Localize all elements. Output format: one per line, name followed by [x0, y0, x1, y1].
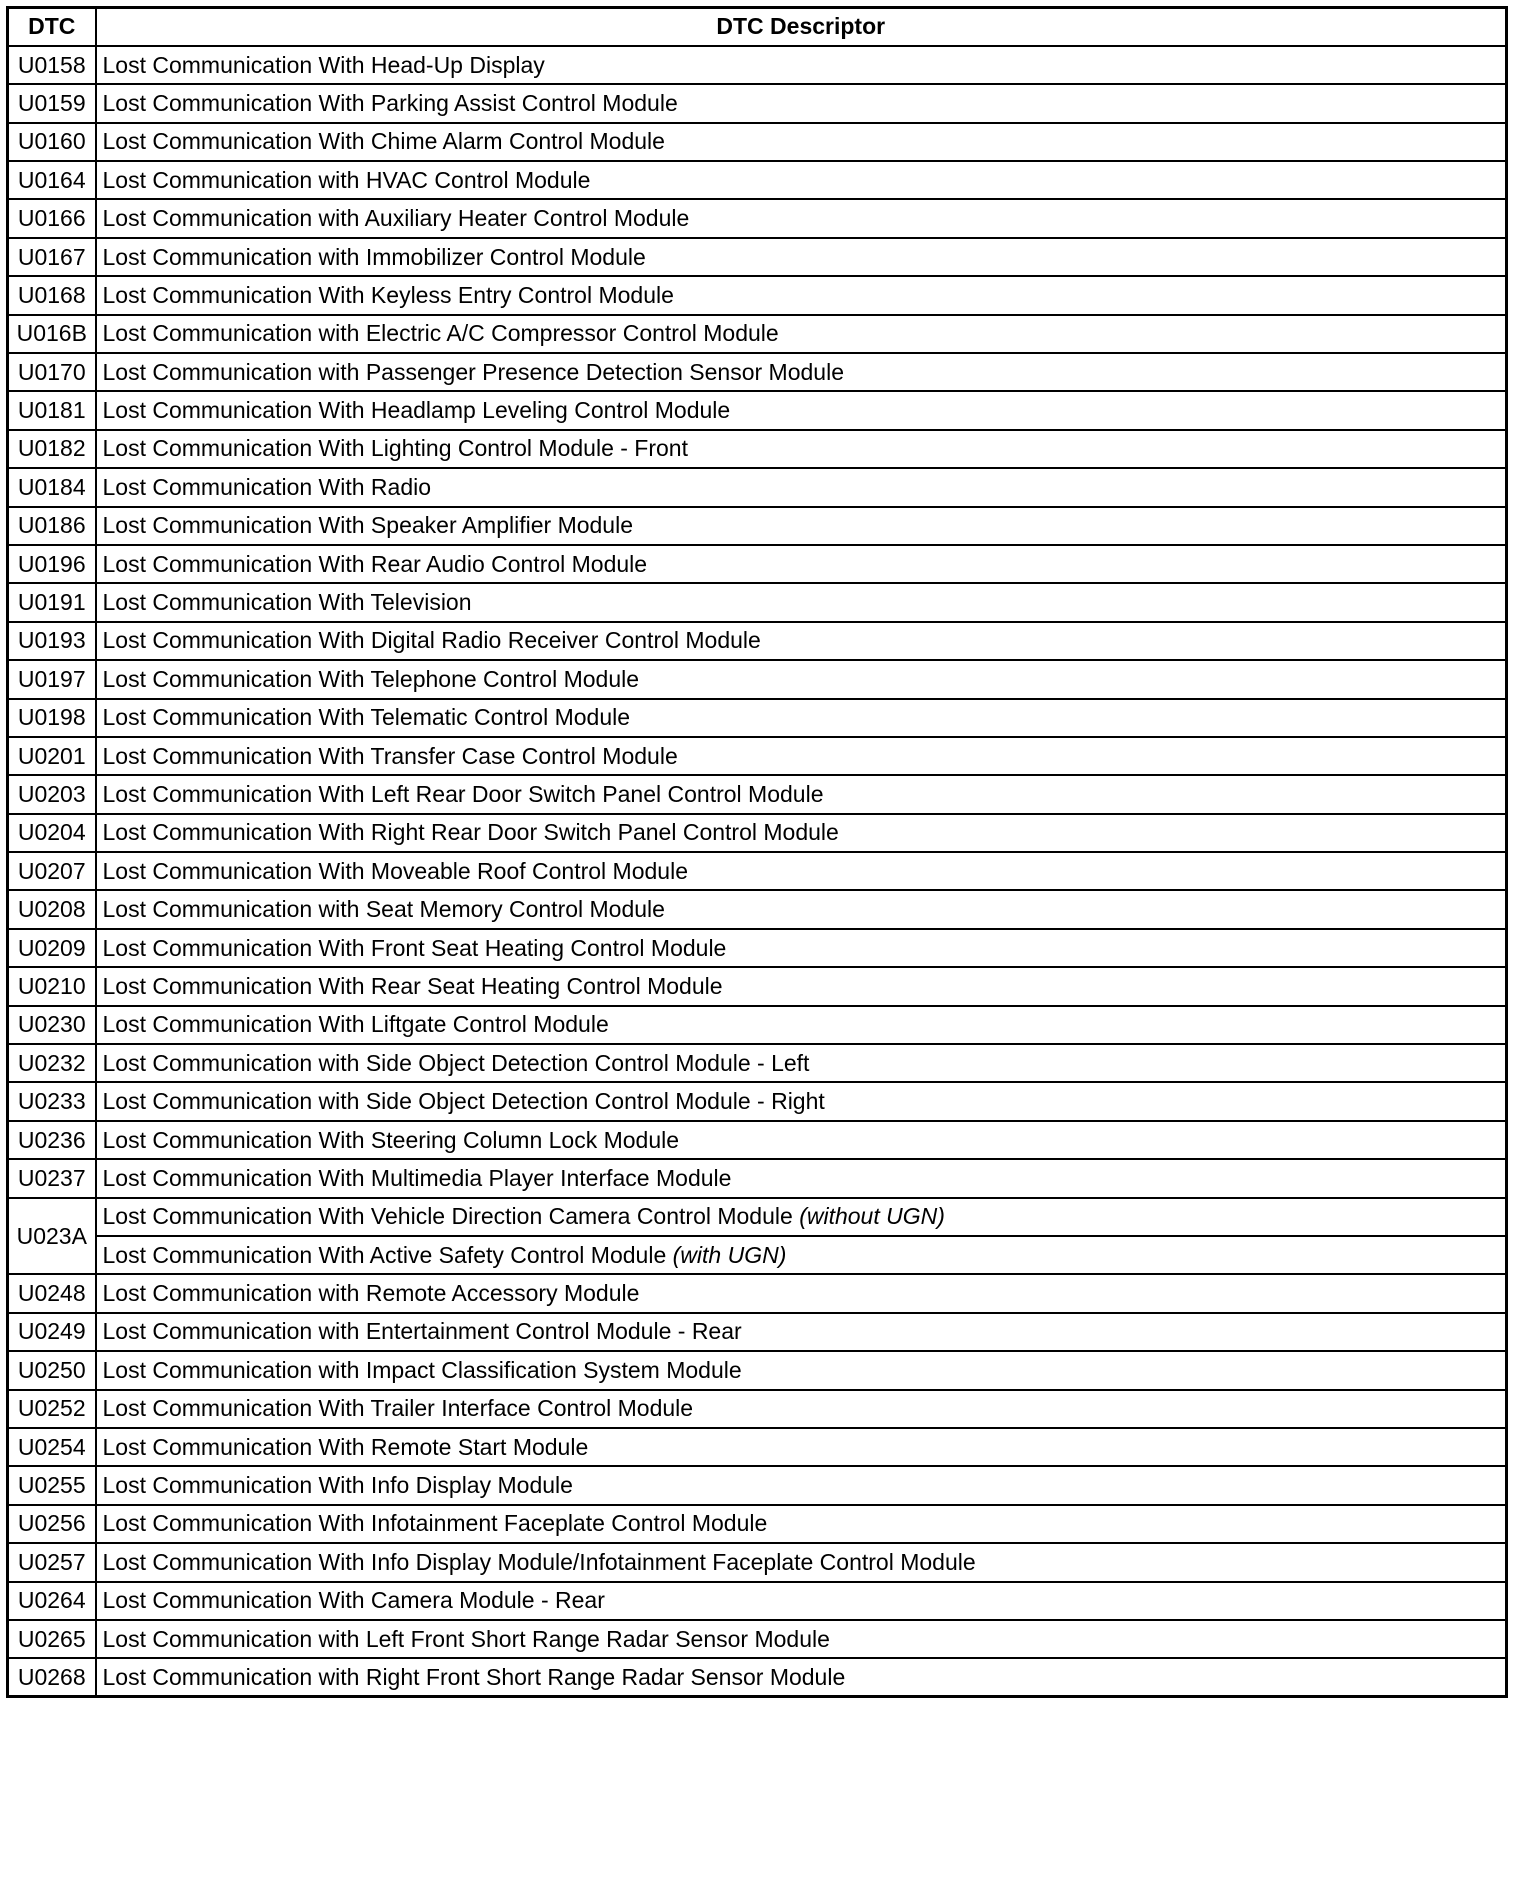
dtc-table [6, 6, 1508, 1698]
table-row [8, 1390, 1507, 1428]
table-row [8, 1313, 1507, 1351]
descriptor-text: Lost Communication With Vehicle Direction Camera Control Module [102, 1203, 793, 1230]
table-row [8, 391, 1507, 429]
dtc-code: U0208 [8, 890, 96, 928]
dtc-code: U0198 [8, 699, 96, 737]
dtc-code: U0210 [8, 967, 96, 1005]
table-row [8, 545, 1507, 583]
dtc-descriptor: Lost Communication With Keyless Entry Control Module [96, 276, 1507, 314]
table-row [8, 775, 1507, 813]
dtc-descriptor: Lost Communication With Television [96, 583, 1507, 621]
table-row [8, 622, 1507, 660]
dtc-code: U0168 [8, 276, 96, 314]
dtc-descriptor: Lost Communication with Electric A/C Compressor Control Module [96, 315, 1507, 353]
table-row [8, 84, 1507, 122]
table-row [8, 660, 1507, 698]
dtc-descriptor: Lost Communication With Transfer Case Control Module [96, 737, 1507, 775]
descriptor-qualifier: (without UGN) [799, 1203, 945, 1230]
table-row [8, 1505, 1507, 1543]
descriptor-qualifier: (with UGN) [672, 1241, 787, 1268]
dtc-descriptor: Lost Communication with Immobilizer Control Module [96, 238, 1507, 276]
table-row [8, 852, 1507, 890]
dtc-code: U0182 [8, 430, 96, 468]
table-row [8, 430, 1507, 468]
dtc-descriptor: Lost Communication With Multimedia Player Interface Module [96, 1159, 1507, 1197]
dtc-descriptor: Lost Communication With Radio [96, 468, 1507, 506]
dtc-table-body [8, 46, 1507, 1697]
dtc-descriptor: Lost Communication with HVAC Control Module [96, 161, 1507, 199]
dtc-code: U0170 [8, 353, 96, 391]
table-row [8, 1274, 1507, 1312]
table-row [8, 1044, 1507, 1082]
dtc-descriptor: Lost Communication with Seat Memory Control Module [96, 890, 1507, 928]
dtc-code: U0232 [8, 1044, 96, 1082]
dtc-code: U0237 [8, 1159, 96, 1197]
dtc-descriptor: Lost Communication with Left Front Short Range Radar Sensor Module [96, 1620, 1507, 1658]
dtc-code: U0197 [8, 660, 96, 698]
dtc-code: U0209 [8, 929, 96, 967]
dtc-descriptor: Lost Communication With Steering Column Lock Module [96, 1121, 1507, 1159]
dtc-descriptor: Lost Communication with Right Front Short Range Radar Sensor Module [96, 1658, 1507, 1696]
dtc-code: U0184 [8, 468, 96, 506]
dtc-descriptor: Lost Communication With Lighting Control Module - Front [96, 430, 1507, 468]
dtc-descriptor: Lost Communication With Telematic Control Module [96, 699, 1507, 737]
dtc-descriptor: Lost Communication With Headlamp Leveling Control Module [96, 391, 1507, 429]
dtc-descriptor: Lost Communication With Info Display Module [96, 1466, 1507, 1504]
dtc-descriptor: Lost Communication With Front Seat Heating Control Module [96, 929, 1507, 967]
table-row [8, 737, 1507, 775]
table-row [8, 507, 1507, 545]
dtc-descriptor: Lost Communication With Head-Up Display [96, 46, 1507, 84]
dtc-descriptor: Lost Communication With Chime Alarm Control Module [96, 123, 1507, 161]
header-descriptor: DTC Descriptor [96, 8, 1507, 46]
dtc-descriptor: Lost Communication With Camera Module - Rear [96, 1582, 1507, 1620]
dtc-code: U0236 [8, 1121, 96, 1159]
table-row [8, 1543, 1507, 1581]
dtc-code: U0250 [8, 1351, 96, 1389]
dtc-descriptor: Lost Communication With Trailer Interface Control Module [96, 1390, 1507, 1428]
table-row [8, 1582, 1507, 1620]
table-row [8, 929, 1507, 967]
dtc-descriptor: Lost Communication With Info Display Module/Infotainment Faceplate Control Module [96, 1543, 1507, 1581]
dtc-descriptor: Lost Communication with Auxiliary Heater Control Module [96, 199, 1507, 237]
dtc-code: U0186 [8, 507, 96, 545]
table-row [8, 276, 1507, 314]
dtc-descriptor: Lost Communication with Side Object Detection Control Module - Right [96, 1082, 1507, 1120]
table-header-row [8, 8, 1507, 46]
table-row [8, 1466, 1507, 1504]
dtc-code: U0196 [8, 545, 96, 583]
dtc-code: U0256 [8, 1505, 96, 1543]
dtc-code: U0158 [8, 46, 96, 84]
dtc-code: U0255 [8, 1466, 96, 1504]
table-row [8, 123, 1507, 161]
table-row [8, 967, 1507, 1005]
dtc-code: U0203 [8, 775, 96, 813]
dtc-code: U0252 [8, 1390, 96, 1428]
table-row [8, 1082, 1507, 1120]
table-row [8, 1351, 1507, 1389]
dtc-code: U0166 [8, 199, 96, 237]
dtc-code: U0230 [8, 1006, 96, 1044]
dtc-descriptor: Lost Communication With Moveable Roof Control Module [96, 852, 1507, 890]
dtc-code: U0257 [8, 1543, 96, 1581]
dtc-descriptor: Lost Communication With Right Rear Door Switch Panel Control Module [96, 814, 1507, 852]
dtc-descriptor: Lost Communication With Rear Audio Control Module [96, 545, 1507, 583]
table-row [8, 1236, 1507, 1274]
dtc-code: U0164 [8, 161, 96, 199]
dtc-code: U0248 [8, 1274, 96, 1312]
dtc-code: U0268 [8, 1658, 96, 1696]
dtc-code: U0254 [8, 1428, 96, 1466]
header-dtc: DTC [8, 8, 96, 46]
dtc-code: U023A [8, 1198, 96, 1275]
table-row [8, 583, 1507, 621]
table-row [8, 890, 1507, 928]
dtc-code: U0193 [8, 622, 96, 660]
table-row [8, 1159, 1507, 1197]
dtc-descriptor: Lost Communication With Parking Assist Control Module [96, 84, 1507, 122]
table-row [8, 238, 1507, 276]
table-row [8, 1658, 1507, 1696]
table-row [8, 46, 1507, 84]
dtc-descriptor: Lost Communication With Telephone Control Module [96, 660, 1507, 698]
dtc-descriptor: Lost Communication with Impact Classification System Module [96, 1351, 1507, 1389]
dtc-code: U0159 [8, 84, 96, 122]
table-row [8, 814, 1507, 852]
dtc-code: U0249 [8, 1313, 96, 1351]
dtc-descriptor: Lost Communication With Rear Seat Heating Control Module [96, 967, 1507, 1005]
dtc-descriptor [96, 1198, 1507, 1236]
table-row [8, 1198, 1507, 1236]
table-row [8, 1428, 1507, 1466]
table-row [8, 1620, 1507, 1658]
table-row [8, 1006, 1507, 1044]
table-row [8, 161, 1507, 199]
dtc-code: U0191 [8, 583, 96, 621]
dtc-descriptor: Lost Communication With Speaker Amplifier Module [96, 507, 1507, 545]
table-row [8, 315, 1507, 353]
table-row [8, 1121, 1507, 1159]
descriptor-text: Lost Communication With Active Safety Control Module [102, 1241, 667, 1268]
dtc-code: U0207 [8, 852, 96, 890]
table-row [8, 699, 1507, 737]
dtc-code: U0181 [8, 391, 96, 429]
dtc-descriptor: Lost Communication with Passenger Presence Detection Sensor Module [96, 353, 1507, 391]
dtc-code: U0167 [8, 238, 96, 276]
table-row [8, 353, 1507, 391]
dtc-descriptor: Lost Communication With Digital Radio Receiver Control Module [96, 622, 1507, 660]
table-row [8, 199, 1507, 237]
dtc-descriptor: Lost Communication with Side Object Detection Control Module - Left [96, 1044, 1507, 1082]
dtc-code: U0204 [8, 814, 96, 852]
dtc-descriptor: Lost Communication With Left Rear Door Switch Panel Control Module [96, 775, 1507, 813]
dtc-descriptor: Lost Communication With Liftgate Control Module [96, 1006, 1507, 1044]
dtc-descriptor: Lost Communication with Entertainment Control Module - Rear [96, 1313, 1507, 1351]
dtc-code: U0264 [8, 1582, 96, 1620]
dtc-descriptor: Lost Communication With Infotainment Faceplate Control Module [96, 1505, 1507, 1543]
dtc-code: U016B [8, 315, 96, 353]
table-row [8, 468, 1507, 506]
dtc-code: U0160 [8, 123, 96, 161]
dtc-descriptor [96, 1236, 1507, 1274]
dtc-code: U0265 [8, 1620, 96, 1658]
dtc-code: U0201 [8, 737, 96, 775]
dtc-descriptor: Lost Communication with Remote Accessory Module [96, 1274, 1507, 1312]
dtc-descriptor: Lost Communication With Remote Start Module [96, 1428, 1507, 1466]
dtc-code: U0233 [8, 1082, 96, 1120]
